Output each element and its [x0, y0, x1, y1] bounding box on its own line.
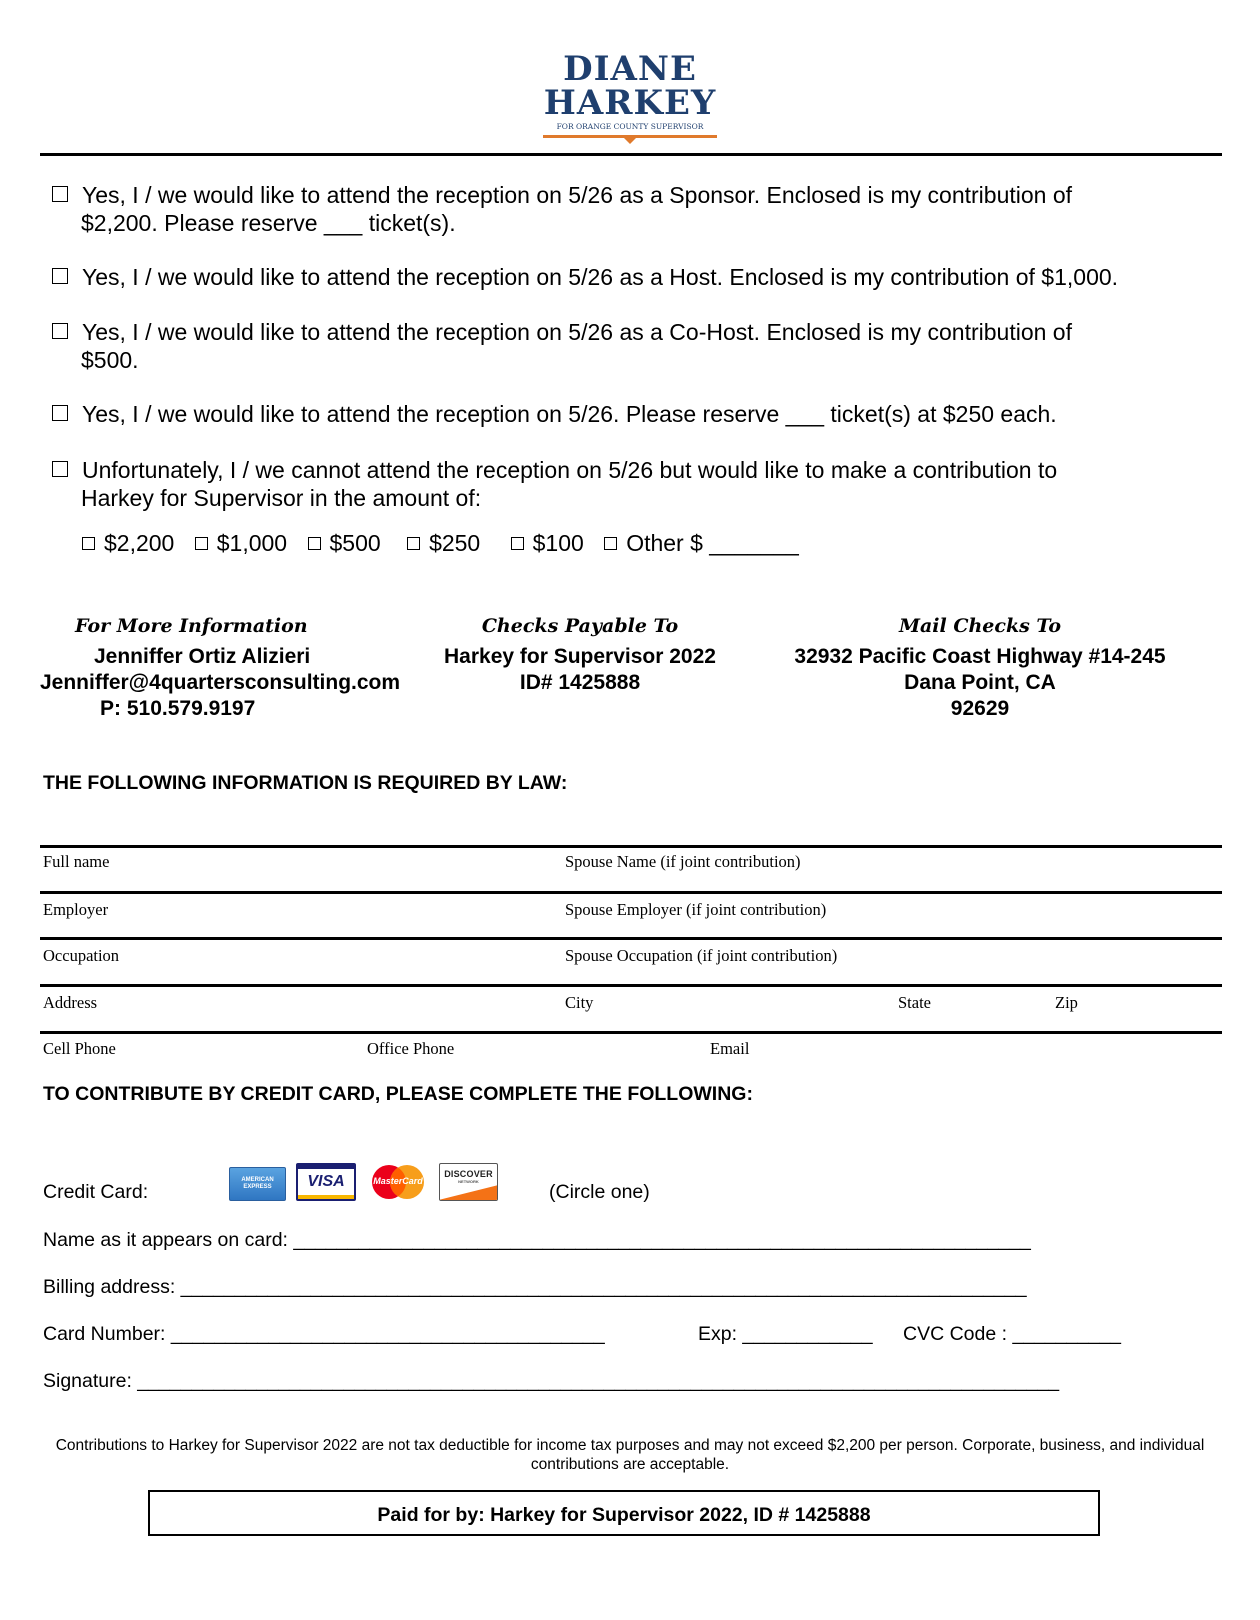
required-heading: THE FOLLOWING INFORMATION IS REQUIRED BY LAW:	[43, 772, 568, 794]
checkbox-icon[interactable]	[308, 537, 321, 550]
amount-other[interactable]	[604, 530, 799, 556]
campaign-logo	[540, 49, 720, 132]
option-text: Yes, I / we would like to attend the reception on 5/26 as a Co-Host. Enclosed is my contribution of	[82, 319, 1072, 345]
circle-one-label: (Circle one)	[549, 1181, 650, 1203]
city-field[interactable]: City	[565, 993, 594, 1012]
checks-payable-heading: Checks Payable To	[481, 615, 679, 637]
billing-address-line[interactable]: Billing address: ______________________________________________________________________________	[43, 1276, 1027, 1298]
option-contribution[interactable]	[52, 456, 1057, 512]
occupation-field[interactable]: Occupation	[43, 946, 120, 965]
paid-for-box: Paid for by: Harkey for Supervisor 2022, ID # 1425888	[148, 1490, 1100, 1536]
contact-name: Jenniffer Ortiz Alizieri	[94, 645, 311, 668]
payee-id: ID# 1425888	[519, 671, 641, 694]
amount-label: $100	[532, 530, 584, 556]
mail-checks-column	[770, 612, 1190, 722]
header-divider	[40, 153, 1222, 156]
option-text: Unfortunately, I / we cannot attend the reception on 5/26 but would like to make a contribution to	[82, 457, 1058, 483]
mastercard-card-icon[interactable]	[370, 1164, 426, 1200]
card-number-line[interactable]: Card Number: ________________________________________	[43, 1323, 605, 1345]
more-info-column	[40, 612, 430, 722]
zip-field[interactable]: Zip	[1055, 993, 1078, 1012]
logo-line-harkey: HARKEY	[543, 83, 717, 123]
mail-zip: 92629	[950, 697, 1010, 720]
checkbox-icon[interactable]	[52, 323, 68, 339]
option-text-cont: $500.	[81, 347, 139, 373]
visa-card-icon[interactable]	[296, 1163, 356, 1201]
checkbox-icon[interactable]	[52, 186, 68, 202]
visa-text: VISA	[307, 1173, 345, 1190]
field-rule	[40, 1031, 1222, 1034]
employer-field[interactable]: Employer	[43, 900, 109, 919]
amount-label: $500	[329, 530, 381, 556]
amount-label: $250	[429, 530, 481, 556]
checks-payable-column	[430, 612, 730, 696]
option-host[interactable]	[52, 263, 1118, 291]
spouse-occupation-field[interactable]: Spouse Occupation (if joint contribution)	[565, 946, 838, 965]
more-info-heading: For More Information	[75, 615, 308, 637]
field-rule	[40, 984, 1222, 987]
name-on-card-line[interactable]: Name as it appears on card: ____________________________________________________________________	[43, 1229, 1031, 1251]
amount-label: $2,200	[104, 530, 175, 556]
option-text: Yes, I / we would like to attend the reception on 5/26. Please reserve ___ ticket(s) at $250 each.	[82, 401, 1057, 427]
amex-card-icon[interactable]	[229, 1167, 286, 1201]
checkbox-icon[interactable]	[195, 537, 208, 550]
spouse-name-field[interactable]: Spouse Name (if joint contribution)	[565, 852, 801, 871]
amount-250[interactable]	[407, 530, 480, 556]
spouse-employer-field[interactable]: Spouse Employer (if joint contribution)	[565, 900, 827, 919]
field-rule	[40, 891, 1222, 894]
checkbox-icon[interactable]	[604, 537, 617, 550]
logo-line-diane: DIANE	[563, 49, 697, 89]
mail-city: Dana Point, CA	[904, 671, 1056, 694]
amount-2200[interactable]	[82, 530, 174, 556]
cvc-line[interactable]: CVC Code : __________	[903, 1323, 1121, 1345]
state-field[interactable]: State	[898, 993, 931, 1012]
checkbox-icon[interactable]	[52, 405, 68, 421]
amount-1000[interactable]	[195, 530, 287, 556]
signature-line[interactable]: Signature: _____________________________________________________________________________________	[43, 1370, 1060, 1392]
amex-text: AMERICAN EXPRESS	[241, 1177, 274, 1190]
full-name-field[interactable]: Full name	[43, 852, 110, 871]
option-text-cont: Harkey for Supervisor in the amount of:	[81, 485, 482, 511]
discover-sub-text: NETWORK	[458, 1179, 479, 1184]
checkbox-icon[interactable]	[511, 537, 524, 550]
option-text-cont: $2,200. Please reserve ___ ticket(s).	[81, 210, 456, 236]
field-rule	[40, 937, 1222, 940]
checkbox-icon[interactable]	[52, 268, 68, 284]
contact-email[interactable]: Jenniffer@4quartersconsulting.com	[40, 671, 401, 694]
expiry-line[interactable]: Exp: ____________	[698, 1323, 873, 1345]
credit-card-label: Credit Card:	[43, 1181, 149, 1203]
amount-label: $1,000	[216, 530, 288, 556]
discover-card-icon[interactable]	[439, 1163, 498, 1201]
mail-street: 32932 Pacific Coast Highway #14-245	[794, 645, 1166, 668]
email-field[interactable]: Email	[710, 1039, 750, 1058]
option-text: Yes, I / we would like to attend the reception on 5/26 as a Host. Enclosed is my contribution of $1,000.	[82, 264, 1119, 290]
mail-checks-heading: Mail Checks To	[898, 615, 1062, 637]
checkbox-icon[interactable]	[407, 537, 420, 550]
checkbox-icon[interactable]	[82, 537, 95, 550]
field-rule	[40, 845, 1222, 848]
payee-name: Harkey for Supervisor 2022	[444, 645, 716, 668]
amount-500[interactable]	[308, 530, 381, 556]
credit-card-heading: TO CONTRIBUTE BY CREDIT CARD, PLEASE COMPLETE THE FOLLOWING:	[43, 1083, 753, 1105]
tax-disclaimer: Contributions to Harkey for Supervisor 2022 are not tax deductible for income tax purposes and may not exceed $2,200 per person. Corporate, business, and individual contributions are acceptable.	[55, 1437, 1205, 1473]
checkbox-icon[interactable]	[52, 461, 68, 477]
discover-text: DISCOVER	[444, 1169, 493, 1179]
amount-choices	[82, 529, 813, 557]
amount-100[interactable]	[511, 530, 584, 556]
contact-phone: P: 510.579.9197	[100, 697, 256, 720]
option-sponsor[interactable]	[52, 181, 1072, 237]
address-field[interactable]: Address	[43, 993, 98, 1012]
mastercard-text: MasterCard	[373, 1176, 423, 1186]
cell-phone-field[interactable]: Cell Phone	[43, 1039, 116, 1058]
logo-tagline: FOR ORANGE COUNTY SUPERVISOR	[556, 122, 704, 131]
office-phone-field[interactable]: Office Phone	[367, 1039, 455, 1058]
option-text: Yes, I / we would like to attend the reception on 5/26 as a Sponsor. Enclosed is my contribution of	[82, 182, 1073, 208]
option-ticket[interactable]	[52, 400, 1057, 428]
logo-arrow-icon	[624, 138, 636, 144]
amount-label: Other $ _______	[626, 530, 799, 556]
option-co-host[interactable]	[52, 318, 1072, 374]
